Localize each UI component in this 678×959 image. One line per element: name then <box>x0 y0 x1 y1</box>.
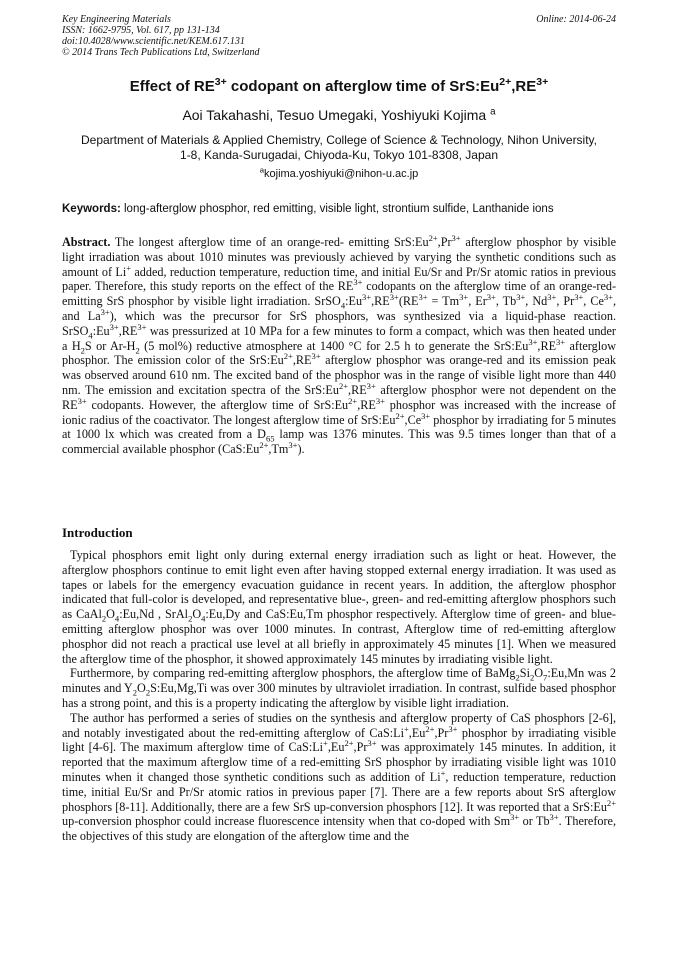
keywords: Keywords: long-afterglow phosphor, red emitting, visible light, strontium sulfide, Lanthanide ions <box>62 203 554 215</box>
doi-link[interactable]: doi:10.4028/www.scientific.net/KEM.617.131 <box>62 36 245 47</box>
journal-name: Key Engineering Materials <box>62 14 171 25</box>
journal-header <box>62 14 616 58</box>
intro-paragraph-1: Typical phosphors emit light only during external energy irradiation such as light or heat. However, the afterglow phosphors continue to emit light even after having stopped external energy irradiation. It was used as tapes or labels for the emergency evacuation guidance in recent years. In addition, the afterglow phosphor indicated that full-color is developed, and representative blue-, green- and red-emitting afterglow phosphors such as $CaAl_2O_4:Eu,Nd$ , $SrAl_2O_4:Eu,Dy$ and CaS:Eu,Tm phosphor respectively. Afterglow time of green- and blue-emitting afterglow phosphor was over 1000 minutes. In contrast, Afterglow time of red-emitting afterglow phosphor did not reach a practical use level at all briefly in approximately 45 minutes [1]. When we measured the afterglow time of the phosphor, it showed approximately 145 minutes by irradiating visible light. <box>62 548 616 666</box>
author-list: Aoi Takahashi, Tesuo Umegaki, Yoshiyuki Kojima $^a$ <box>182 106 496 123</box>
copyright-line: © 2014 Trans Tech Publications Ltd, Switzerland <box>62 47 260 58</box>
abstract: Abstract. The longest afterglow time of an orange-red- emitting $SrS:Eu^{2+},Pr^{3+}$ afterglow phosphor by visible light irradiation was about 1010 minutes was previously achieved by varying the synthetic conditions such as amount of Li+ added, reduction temperature, reduction time, and initial Eu/Sr and Pr/Sr atomic ratios in previous paper. Therefore, this study reports on the effect of the $RE^{3+}$ codopants on the afterglow time of an orange-red-emitting SrS phosphor by visible light irradiation. $SrSO_4:Eu^{3+},RE^{3+}(RE^{3+} = Tm^{3+}$, $Er^{3+}$, $Tb^{3+}$, $Nd^{3+}$, $Pr^{3+}$, $Ce^{3+}$, and $La^{3+}$), which was the precursor for SrS phosphors, was synthesized via a liquid-phase reaction. $SrSO_4:Eu^{3+},RE^{3+}$ was pressurized at 10 MPa for a few minutes to form a compact, which was then heated under a $H_2S$ or $Ar-H_2$ (5 mol%) reductive atmosphere at 1400 °C for 2.5 h to generate the $SrS:Eu^{3+},RE^{3+}$ afterglow phosphor. The emission color of the $SrS:Eu^{2+},RE^{3+}$ afterglow phosphor was orange-red and its emission peak was observed around 610 nm. The excited band of the phosphor was in the range of visible light more than 440 nm. The emission and excitation spectra of the $SrS:Eu^{2+},RE^{3+}$ afterglow phosphor were not dependent on the $RE^{3+}$ codopants. However, the afterglow time of $SrS:Eu^{2+},RE^{3+}$ phosphor was increased with the increase of ionic radius of the coactivator. The longest afterglow time of $SrS:Eu^{2+},Ce^{3+}$ phosphor by irradiating for 5 minutes at 1000 lx which was created from a $D_{65}$ lamp was 1376 minutes. This was 9.5 times longer than that of a commercial available phosphor $(CaS:Eu^{2+},Tm^{3+})$. <box>62 232 617 457</box>
online-date: Online: 2014-06-24 <box>536 14 616 25</box>
author-email[interactable]: $^a$kojima.yoshiyuki@nihon-u.ac.jp <box>259 165 419 180</box>
paper-title: Effect of $RE^{3+}$ codopant on afterglow time of $SrS:Eu^{2+},RE^{3+}$ <box>129 76 549 95</box>
affiliation: Department of Materials & Applied Chemistry, College of Science & Technology, Nihon University, 1-8, Kanda-Surugadai, Chiyoda-Ku, Tokyo 101-8308, Japan <box>80 133 598 162</box>
issn-line: ISSN: 1662-9795, Vol. 617, pp 131-134 <box>62 25 220 36</box>
section-heading-introduction: Introduction <box>62 525 133 540</box>
introduction-body <box>62 548 616 844</box>
intro-paragraph-3: The author has performed a series of studies on the synthesis and afterglow property of CaS phosphors [2-6], and notably investigated about the red-emitting afterglow of $CaS:Li^+,Eu^{2+},Pr^{3+}$ phosphor by irradiating visible light [4-6]. The maximum afterglow time of $CaS:Li^+,Eu^{2+},Pr^{3+}$ was approximately 145 minutes. In addition, it reported that the maximum afterglow time of a red-emitting SrS phosphor by irradiating visible light was 1010 minutes when it changed those synthetic conditions such as addition of Li+, reduction temperature, reduction time, initial Eu/Sr and Pr/Sr atomic ratios in previous paper [7]. There are a few reports about SrS afterglow phosphors [8-11]. Additionally, there are a few SrS up-conversion phosphors [12]. It was reported that a $SrS:Eu^{2+}$ up-conversion phosphor could increase fluorescence intensity when that co-doped with $Sm^{3+}$ or $Tb^{3+}$. Therefore, the objectives of this study are elongation of the afterglow time and the <box>62 710 617 844</box>
intro-paragraph-2: Furthermore, by comparing red-emitting afterglow phosphors, the afterglow time of $BaMg_2Si_2O_7:Eu,Mn$ was 2 minutes and $Y_2O_2S:Eu,Mg,Ti$ was over 300 minutes by ultraviolet irradiation. In contrast, sulfide based phosphor has a strong point, and this is a property indicating the afterglow by visible light irradiation. <box>62 666 617 710</box>
